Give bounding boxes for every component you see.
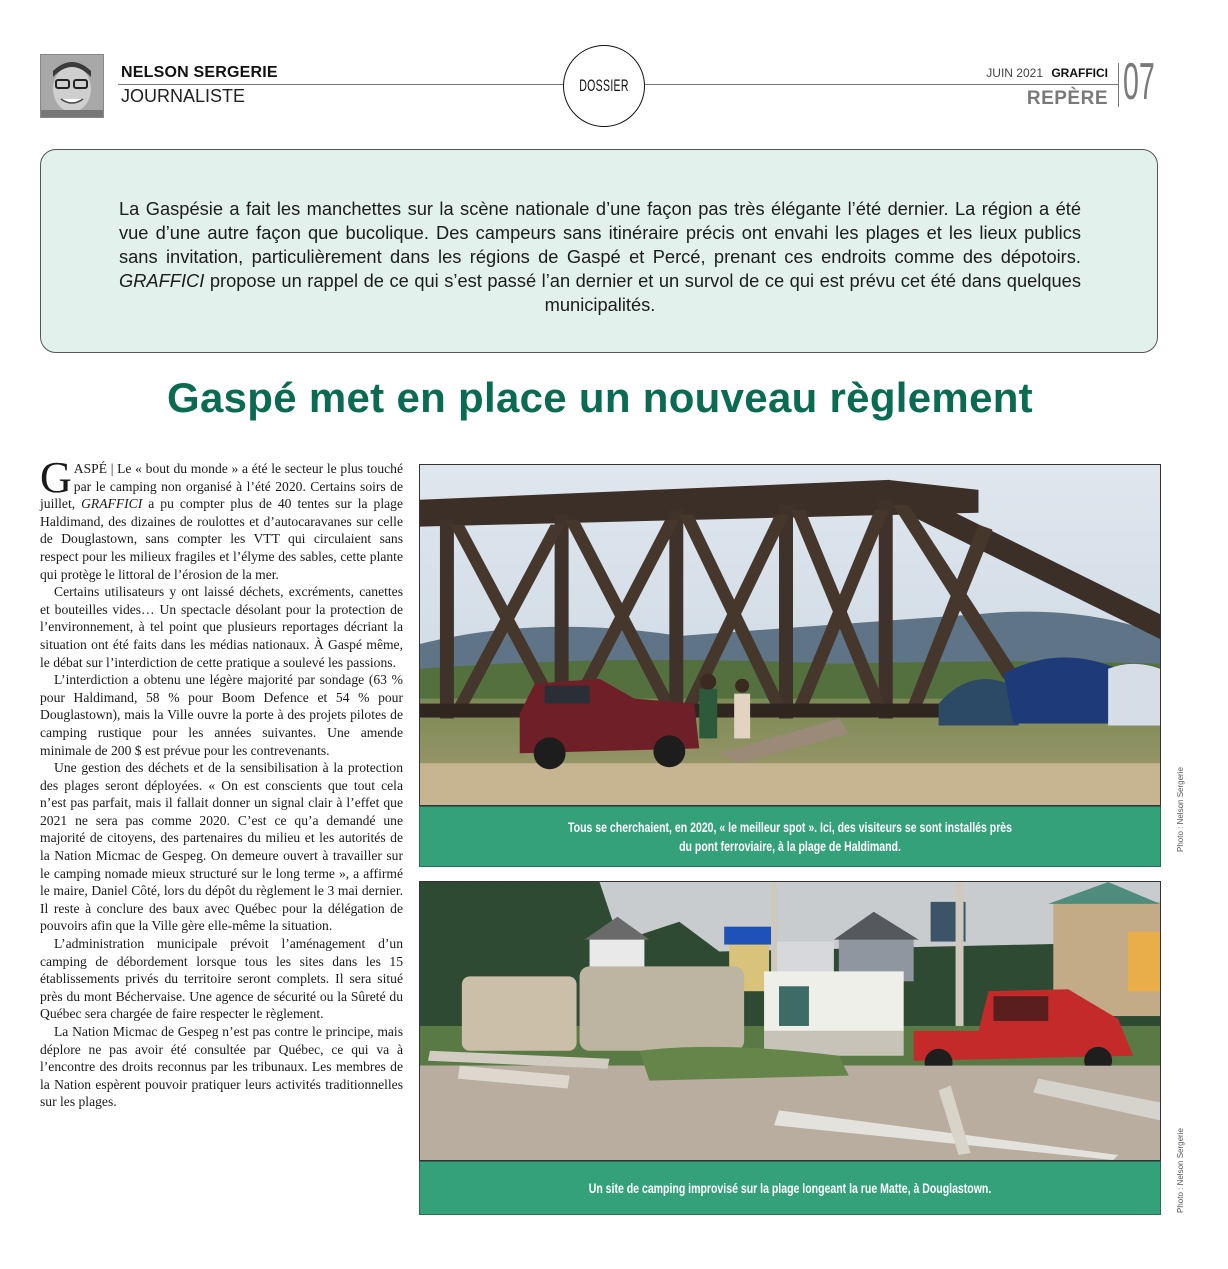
caption-line: Tous se cherchaient, en 2020, « le meilleur spot ». Ici, des visiteurs se sont installés près bbox=[567, 819, 1013, 835]
article-paragraph: Certains utilisateurs y ont laissé déchets, excréments, canettes et bouteilles vides… Un spectacle désolant pour la protection de l’environnement, à tel point que plusieurs reportages décriant la situation ont été faits dans les médias nationaux. À Gaspé même, le débat sur l’interdiction de cette pratique a soulevé les passions. bbox=[40, 584, 403, 670]
article-headline: Gaspé met en place un nouveau règlement bbox=[167, 374, 1033, 421]
issue-date: JUIN 2021 bbox=[986, 66, 1043, 80]
section-badge bbox=[563, 45, 645, 127]
photo-beach-campers bbox=[419, 881, 1161, 1161]
paragraph-lead: ASPÉ | Le « bout du monde » a été le secteur le plus touché par le camping non organisé à l’été 2020. Certains soirs de juillet, bbox=[40, 461, 403, 512]
paragraph-rest: a pu compter plus de 40 tentes sur la plage Haldimand, des dizaines de roulottes et d’autocaravanes sur celle de Douglastown, sans compter les VTT qui circulaient sans respect pour les milieux fragiles et l’élyme des sables, cette plante qui protège le littoral de l’érosion de la mer. bbox=[40, 496, 403, 582]
bridge-scene-illustration bbox=[420, 465, 1160, 805]
photo-credit: Photo : Nelson Sergerie bbox=[1176, 1128, 1185, 1213]
photo-railway-bridge bbox=[419, 464, 1161, 806]
publication-name: GRAFFICI bbox=[1051, 66, 1108, 80]
author-portrait-icon bbox=[41, 55, 103, 117]
article-paragraph: La Nation Micmac de Gespeg n’est pas contre le principe, mais déplore ne pas avoir été consultée par Québec, ce qui va à l’encontre des droits reconnus par les tribunaux. Les membres de la Nation espèrent pouvoir pratiquer leurs activités traditionnelles sur les plages. bbox=[40, 1024, 403, 1110]
article-paragraph: L’administration municipale prévoit l’aménagement d’un camping de débordement lorsque tous les sites dans les 15 établissements privés du territoire seront complets. Il sera situé près du mont Béchervaise. Une agence de sécurité ou la Sûreté du Québec sera chargée de faire respecter le règlement. bbox=[40, 936, 403, 1022]
author-role: JOURNALISTE bbox=[121, 86, 246, 106]
photo-caption bbox=[419, 806, 1161, 867]
author-name: NELSON SERGERIE bbox=[121, 64, 278, 81]
author-avatar bbox=[40, 54, 104, 118]
intro-text-start: La Gaspésie a fait les manchettes sur la scène nationale d’une façon pas très élégante l’été dernier. La région a été vue d’une autre façon que bucolique. Des campeurs sans itinéraire précis ont envahi les plages et les lieux publics sans invitation, particulièrement dans les régions de Gaspé et Percé, prenant ces endroits comme des dépotoirs. bbox=[119, 198, 1081, 267]
page-number: 07 bbox=[1123, 53, 1155, 111]
article-paragraph: Une gestion des déchets et de la sensibilisation à la protection des plages seront déployées. « On est conscients que tout cela n’est pas parfait, mais il fallait donner un signal clair à l’effet que 2021 ne sera pas comme 2020. C’est ce qu’a demandé une majorité de citoyens, des partenaires du milieu et les autorités de la Nation Micmac de Gespeg. On demeure ouvert à travailler sur le camping nomade mieux structuré sur le long terme », a affirmé le maire, Daniel Côté, lors du dépôt du règlement le 3 mai dernier. Il reste à conclure des baux avec Québec pour la délégation de pouvoirs afin que la Ville gère elle-même la situation. bbox=[40, 760, 403, 934]
intro-text bbox=[119, 197, 1081, 317]
intro-text-end: propose un rappel de ce qui s’est passé l’an dernier et un survol de ce qui est prévu cet été dans quelques municipalités. bbox=[204, 270, 1081, 315]
article-paragraph: L’interdiction a obtenu une légère majorité par sondage (63 % pour Haldimand, 58 % pour Boom Defence et 54 % pour Douglastown), mais la Ville ouvre la porte à des projets pilotes de camping rustique pour les années suivantes. Une amende minimale de 200 $ est prévue pour les contrevenants. bbox=[40, 672, 403, 758]
section-badge-label: DOSSIER bbox=[579, 76, 629, 95]
drop-cap: G bbox=[40, 453, 72, 502]
beach-camping-scene-illustration bbox=[420, 882, 1160, 1160]
caption-text bbox=[556, 818, 1024, 856]
photo-credit: Photo : Nelson Sergerie bbox=[1176, 767, 1185, 852]
section-name: REPÈRE bbox=[1026, 88, 1108, 109]
intro-box bbox=[40, 149, 1158, 353]
publication-mention: GRAFFICI bbox=[81, 496, 143, 512]
article-paragraph bbox=[40, 453, 403, 583]
caption-line: du pont ferroviaire, à la plage de Haldimand. bbox=[679, 838, 901, 854]
intro-publication-name: GRAFFICI bbox=[119, 270, 205, 291]
caption-text: Un site de camping improvisé sur la plage longeant la rue Matte, à Douglastown. bbox=[588, 1180, 992, 1196]
header-divider bbox=[1118, 63, 1119, 107]
article-body bbox=[40, 453, 403, 1111]
photo-caption bbox=[419, 1161, 1161, 1215]
